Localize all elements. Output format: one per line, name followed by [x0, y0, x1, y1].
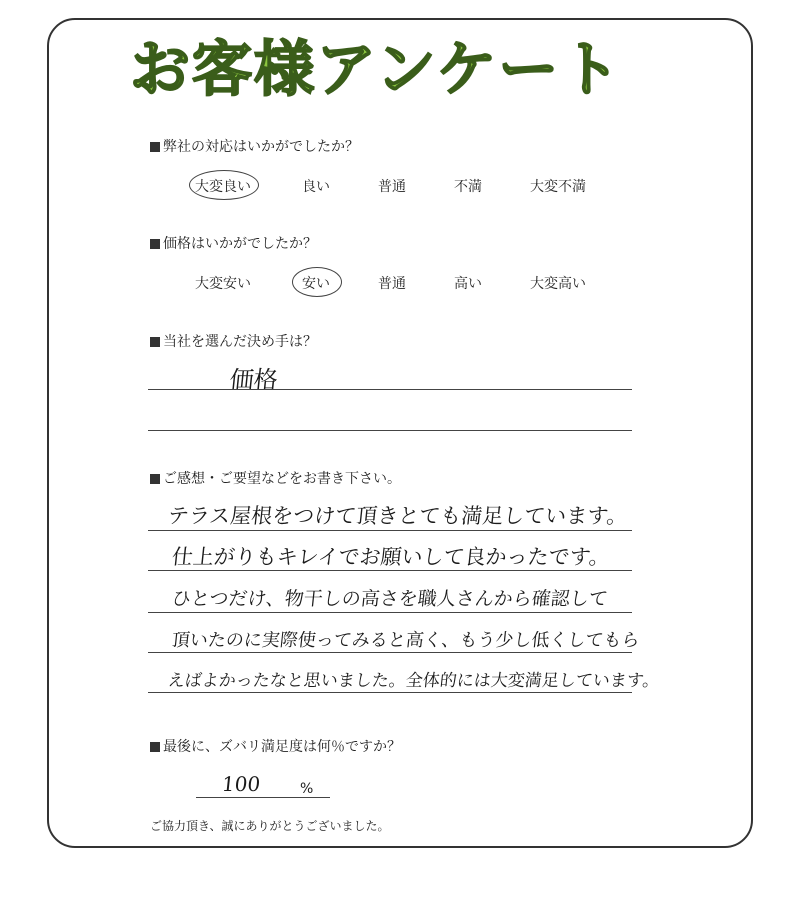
question-4-text: ご感想・ご要望などをお書き下さい。 — [163, 471, 401, 487]
square-bullet-icon — [150, 239, 160, 249]
question-2-text: 価格はいかがでしたか？ — [163, 236, 317, 252]
question-3 — [150, 331, 317, 351]
comment-line-5: えばよかったなと思いました。全体的には大変満足しています。 — [166, 671, 661, 691]
q1-option-1[interactable]: 大変良い — [195, 179, 251, 195]
q1-option-2[interactable]: 良い — [302, 179, 330, 195]
comment-line-2: 仕上がりもキレイでお願いして良かったです。 — [170, 545, 612, 569]
question-3-text: 当社を選んだ決め手は？ — [163, 334, 317, 350]
q1-option-4[interactable]: 不満 — [454, 179, 482, 195]
answer-line — [148, 389, 632, 390]
q2-option-3[interactable]: 普通 — [378, 276, 406, 292]
q3-handwritten-answer: 価格 — [228, 366, 280, 394]
answer-line — [148, 530, 632, 531]
comment-line-4: 頂いたのに実際使ってみると高く、もう少し低くしてもら — [170, 630, 641, 651]
answer-line — [148, 612, 632, 613]
survey-title: お客様アンケート — [130, 35, 623, 105]
q1-option-3[interactable]: 普通 — [378, 179, 406, 195]
question-5 — [150, 736, 401, 756]
question-5-text: 最後に、ズバリ満足度は何％ですか？ — [163, 739, 401, 755]
q5-handwritten-answer: 100 — [220, 772, 262, 796]
square-bullet-icon — [150, 474, 160, 484]
q2-option-4[interactable]: 高い — [454, 276, 482, 292]
answer-line — [148, 570, 632, 571]
question-4 — [150, 468, 401, 488]
thank-you-note: ご協力頂き、誠にありがとうございました。 — [150, 819, 390, 833]
q2-option-2[interactable]: 安い — [302, 276, 330, 292]
question-2 — [150, 233, 317, 253]
q2-option-1[interactable]: 大変安い — [195, 276, 251, 292]
square-bullet-icon — [150, 142, 160, 152]
answer-line — [148, 692, 632, 693]
q2-option-5[interactable]: 大変高い — [530, 276, 586, 292]
answer-line — [148, 430, 632, 431]
percent-unit: % — [300, 781, 314, 797]
percent-answer-line — [196, 797, 330, 798]
comment-line-1: テラス屋根をつけて頂きとても満足しています。 — [166, 504, 629, 528]
question-1-text: 弊社の対応はいかがでしたか？ — [163, 139, 359, 155]
comment-line-3: ひとつだけ、物干しの高さを職人さんから確認して — [170, 588, 609, 610]
question-1 — [150, 136, 359, 156]
answer-line — [148, 652, 632, 653]
square-bullet-icon — [150, 337, 160, 347]
q1-option-5[interactable]: 大変不満 — [530, 179, 586, 195]
square-bullet-icon — [150, 742, 160, 752]
